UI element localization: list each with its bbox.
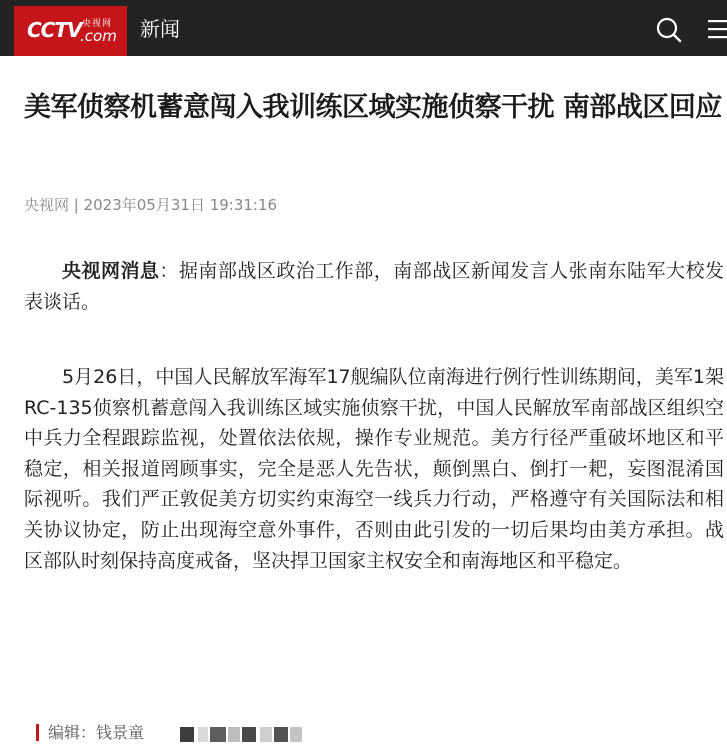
lead-source: 央视网消息	[62, 260, 160, 282]
logo-mark: CCTV	[27, 18, 82, 42]
cctv-logo[interactable]	[14, 6, 127, 56]
menu-button[interactable]	[708, 19, 727, 39]
menu-icon	[708, 19, 727, 39]
editor-text: 编辑：钱景童	[48, 723, 145, 742]
search-button[interactable]	[655, 16, 683, 44]
editor-accent-bar	[36, 724, 39, 741]
logo-chinese-text: 央视网	[82, 19, 113, 29]
lead-text: ：据南部战区政治工作部，南部战区新闻发言人张南东陆军大校发表谈话。	[24, 260, 724, 313]
logo-com-text: .com	[80, 27, 117, 45]
search-icon	[655, 16, 683, 44]
article-meta: 央视网 | 2023年05月31日 19:31:16	[24, 196, 278, 214]
article-lead-paragraph	[24, 256, 724, 317]
article-title: 美军侦察机蓄意闯入我训练区域实施侦察干扰 南部战区回应	[24, 92, 722, 123]
channel-title[interactable]: 新闻	[140, 17, 180, 41]
editor-credit	[36, 722, 144, 744]
article-body-paragraph: 5月26日，中国人民解放军海军17舰编队位南海进行例行性训练期间，美军1架RC-135侦察机蓄意闯入我训练区域实施侦察干扰，中国人民解放军南部战区组织空中兵力全程跟踪监视，处置依法依规，操作专业规范。美方行径严重破坏地区和平稳定，相关报道罔顾事实，完全是恶人先告状，颠倒黑白、倒打一耙，妄图混淆国际视听。我们严正敦促美方切实约束海空一线兵力行动，严格遵守有关国际法和相关协议协定，防止出现海空意外事件，否则由此引发的一切后果均由美方承担。战区部队时刻保持高度戒备，坚决捍卫国家主权安全和南海地区和平稳定。	[24, 366, 724, 572]
watermark-overlay	[180, 724, 305, 744]
top-nav-bar	[0, 0, 727, 56]
